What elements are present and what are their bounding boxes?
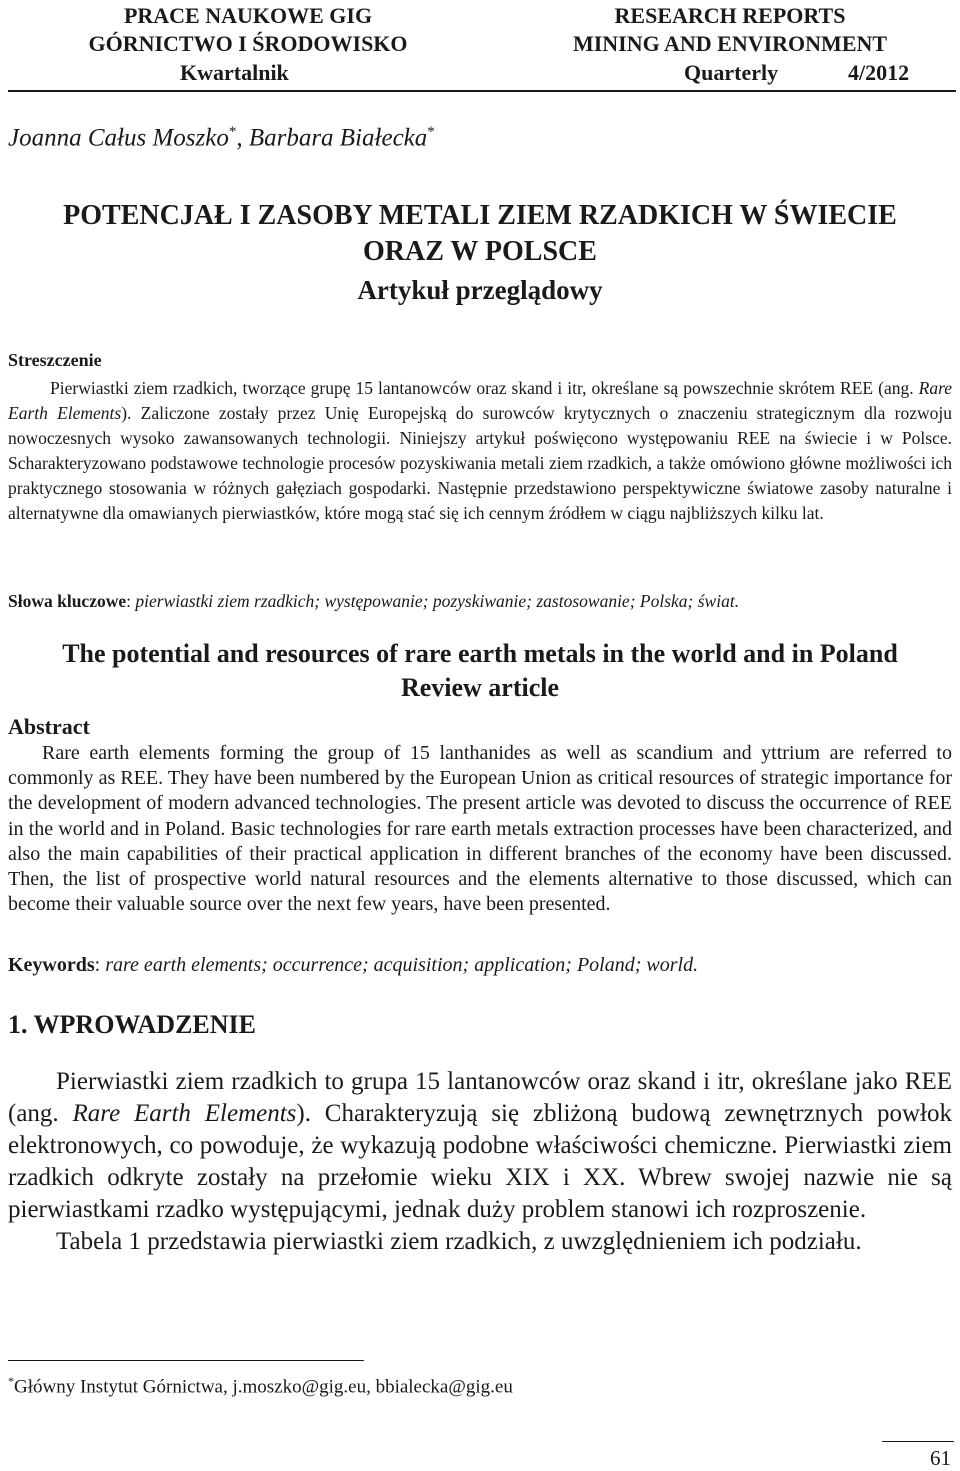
- authors-line: [8, 124, 435, 152]
- author-1-affiliation-mark: *: [228, 124, 237, 140]
- periodicity-en: Quarterly: [684, 60, 779, 85]
- keywords-pl-list: pierwiastki ziem rzadkich; występowanie; pozyskiwanie; zastosowanie; Polska; świat.: [135, 591, 740, 611]
- body-paragraph-1-a: Pierwiastki ziem rzadkich to grupa 15 lantanowców oraz skand i itr, określane jako REE (ang.: [8, 1068, 952, 1127]
- author-2-affiliation-mark: *: [427, 124, 435, 140]
- journal-masthead: [8, 0, 956, 92]
- journal-name-pl-line1: PRACE NAUKOWE GIG: [123, 3, 373, 28]
- journal-name-pl-line2: GÓRNICTWO I ŚRODOWISKO: [88, 31, 408, 56]
- body-paragraph-1-b: ). Charakteryzują się zbliżoną budową zewnętrznych powłok elektronowych, co powoduje, że wykazują podobne właściwości chemiczne. Pierwiastki ziem rzadkich odkryte zostały na przełomie wieku XIX i XX. Wbrew swojej nazwie nie są pierwiastkami rzadko występującymi, jednak duży problem stanowi ich rozproszenie.: [8, 1100, 953, 1223]
- author-separator: ,: [236, 124, 249, 152]
- footnote: [8, 1374, 513, 1398]
- footnote-divider: [8, 1360, 364, 1361]
- keywords-en: Keywords: rare earth elements; occurrence; acquisition; application; Poland; world.: [8, 954, 699, 976]
- body-paragraph-1: [8, 1066, 952, 1226]
- footnote-mark: *: [8, 1374, 14, 1388]
- journal-name-en-line1: RESEARCH REPORTS: [614, 3, 846, 28]
- abstract-pl-text: [8, 376, 952, 526]
- title-en-line1: The potential and resources of rare earth metals in the world and in Poland: [62, 639, 898, 668]
- journal-name-en-line2: MINING AND ENVIRONMENT: [572, 31, 888, 56]
- journal-name-pl: [68, 2, 428, 58]
- abstract-pl-text-a: Pierwiastki ziem rzadkich, tworzące grupę 15 lantanowców oraz skand i itr, określane są powszechnie skrótem REE (ang.: [50, 378, 919, 398]
- author-1: Joanna Całus Moszko: [8, 124, 229, 152]
- periodicity-pl: Kwartalnik: [180, 60, 289, 85]
- keywords-en-list: rare earth elements; occurrence; acquisition; application; Poland; world.: [105, 954, 699, 976]
- section-heading: 1. WPROWADZENIE: [8, 1010, 257, 1039]
- article-title-en: [0, 637, 960, 705]
- article-type-pl: Artykuł przeglądowy: [357, 275, 603, 305]
- abstract-pl-text-b: ). Zaliczone zostały przez Unię Europejską do surowców krytycznych o znaczeniu strategicznym dla rozwoju nowoczesnych wysoko zawansowanych technologii. Niniejszy artykuł poświęcono występowaniu REE na świecie i w Polsce. Scharakteryzowano podstawowe technologie procesów pozyskiwania metali ziem rzadkich, a także omówiono główne możliwości ich praktycznego stosowania w różnych gałęziach gospodarki. Następnie przedstawiono perspektywiczne światowe zasoby naturalne i alternatywne dla omawianych pierwiastków, które mogą stać się ich cennym źródłem w ciągu najbliższych kilku lat.: [8, 403, 952, 523]
- keywords-en-label: Keywords: [8, 954, 95, 976]
- author-2: Barbara Białecka: [248, 124, 428, 152]
- keywords-pl-label: Słowa kluczowe: [8, 591, 127, 611]
- title-pl-line1: POTENCJAŁ I ZASOBY METALI ZIEM RZADKICH W ŚWIECIE: [63, 200, 897, 231]
- body-paragraph-1-italic-term: Rare Earth Elements: [72, 1100, 297, 1127]
- page-number-divider: [882, 1441, 954, 1442]
- abstract-pl-italic-term: Rare Earth Elements: [8, 378, 952, 423]
- issue-number: 4/2012: [848, 60, 910, 85]
- article-title-pl: [0, 198, 960, 308]
- keywords-pl: Słowa kluczowe: pierwiastki ziem rzadkich; występowanie; pozyskiwanie; zastosowanie; Polska; świat.: [8, 591, 740, 611]
- abstract-en-text: Rare earth elements forming the group of 15 lanthanides as well as scandium and yttrium are referred to commonly as REE. They have been numbered by the European Union as critical resources of strategic importance for the development of modern advanced technologies. The present article was devoted to discuss the occurrence of REE in the world and in Poland. Basic technologies for rare earth metals extraction processes have been characterized, and also the main capabilities of their practical application in different branches of the economy have been discussed. Then, the list of prospective world natural resources and the elements alternative to those discussed, which can become their valuable source over the next few years, have been presented.: [8, 742, 952, 916]
- title-pl-line2: ORAZ W POLSCE: [363, 236, 597, 267]
- abstract-pl-heading: Streszczenie: [8, 350, 102, 370]
- abstract-en-heading: Abstract: [8, 714, 90, 739]
- body-paragraph-2: Tabela 1 przedstawia pierwiastki ziem rzadkich, z uwzględnieniem ich podziału.: [56, 1228, 862, 1255]
- article-type-en: Review article: [400, 673, 560, 702]
- page-number: 61: [930, 1446, 951, 1470]
- footnote-text: Główny Instytut Górnictwa, j.moszko@gig.eu, bbialecka@gig.eu: [14, 1376, 513, 1398]
- header-divider: [8, 90, 956, 92]
- section-body: [8, 1066, 952, 1258]
- journal-name-en: [540, 2, 920, 58]
